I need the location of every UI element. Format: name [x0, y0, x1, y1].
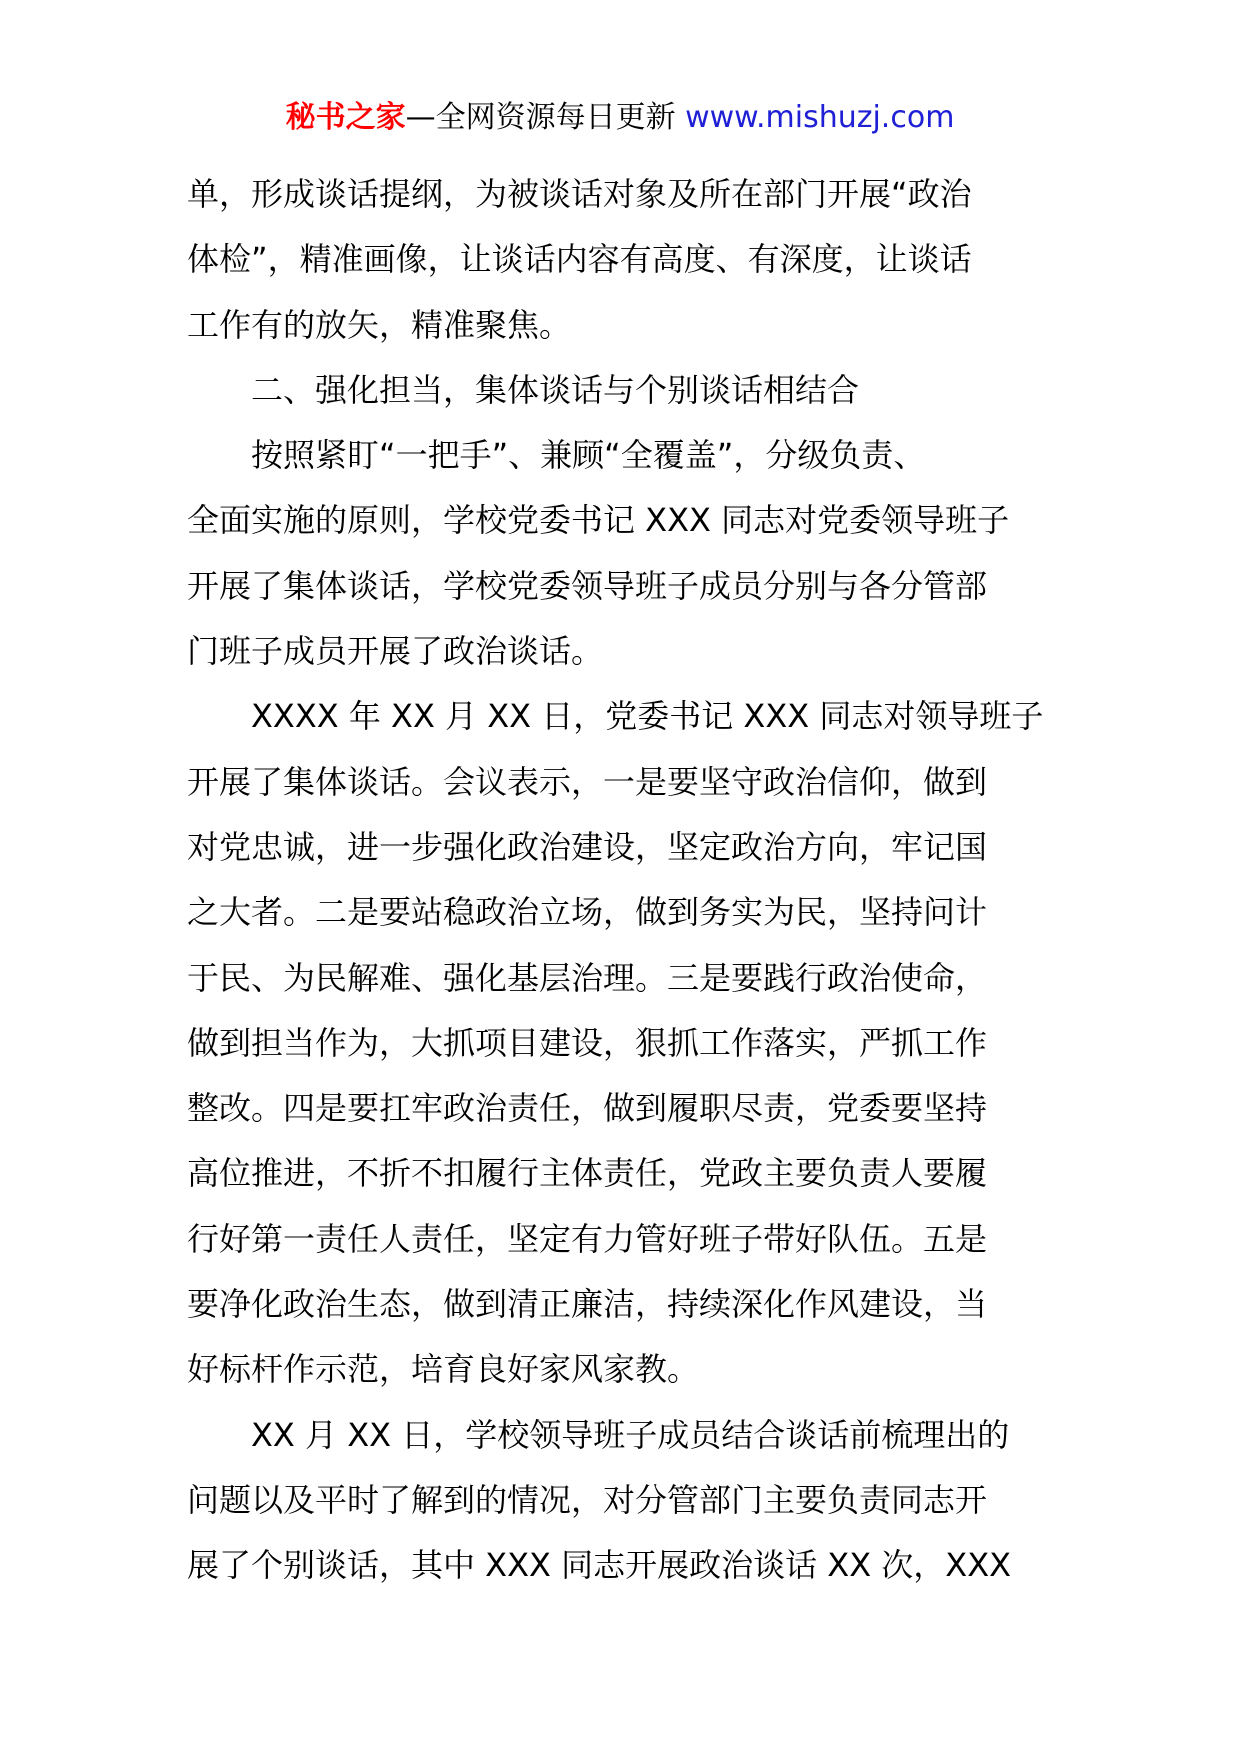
text-line: 工作有的放矢，精准聚焦。	[187, 305, 572, 344]
text-line: 门班子成员开展了政治谈话。	[187, 632, 604, 671]
brand-name: 秘书之家	[285, 100, 406, 135]
text-line: 全面实施的原则，学校党委书记 XXX 同志对党委领导班子	[187, 501, 1010, 540]
text-line: 开展了集体谈话，学校党委领导班子成员分别与各分管部	[187, 566, 988, 605]
section-heading: 二、强化担当，集体谈话与个别谈话相结合	[251, 370, 860, 409]
text-line: 好标杆作示范，培育良好家风家教。	[187, 1350, 700, 1389]
text-line: 要净化政治生态，做到清正廉洁，持续深化作风建设，当	[187, 1285, 988, 1324]
text-line: 于民、为民解难、强化基层治理。三是要践行政治使命，	[187, 958, 988, 997]
text-line: 开展了集体谈话。会议表示，一是要坚守政治信仰，做到	[187, 762, 988, 801]
page-header	[0, 96, 1240, 140]
text-line: 对党忠诚，进一步强化政治建设，坚定政治方向，牢记国	[187, 827, 988, 866]
text-line: 行好第一责任人责任，坚定有力管好班子带好队伍。五是	[187, 1219, 988, 1258]
text-line: 体检”，精准画像，让谈话内容有高度、有深度，让谈话	[187, 240, 972, 279]
text-line: 之大者。二是要站稳政治立场，做到务实为民，坚持问计	[187, 893, 988, 932]
text-line: 单，形成谈话提纲，为被谈话对象及所在部门开展“政治	[187, 175, 972, 213]
text-line: 做到担当作为，大抓项目建设，狠抓工作落实，严抓工作	[187, 1023, 988, 1062]
text-line: 整改。四是要扛牢政治责任，做到履职尽责，党委要坚持	[187, 1089, 988, 1128]
text-line: XXXX 年 XX 月 XX 日，党委书记 XXX 同志对领导班子	[251, 697, 1044, 736]
text-line: XX 月 XX 日，学校领导班子成员结合谈话前梳理出的	[251, 1415, 1010, 1454]
header-tagline: —全网资源每日更新	[405, 100, 676, 135]
text-line: 展了个别谈话，其中 XXX 同志开展政治谈话 XX 次，XXX	[187, 1546, 1012, 1585]
document-body	[187, 162, 1059, 1599]
text-line: 按照紧盯“一把手”、兼顾“全覆盖”，分级负责、	[251, 436, 926, 475]
text-line: 问题以及平时了解到的情况，对分管部门主要负责同志开	[187, 1480, 988, 1519]
text-line: 高位推进，不折不扣履行主体责任，党政主要负责人要履	[187, 1154, 988, 1193]
site-url: www.mishuzj.com	[675, 100, 955, 135]
